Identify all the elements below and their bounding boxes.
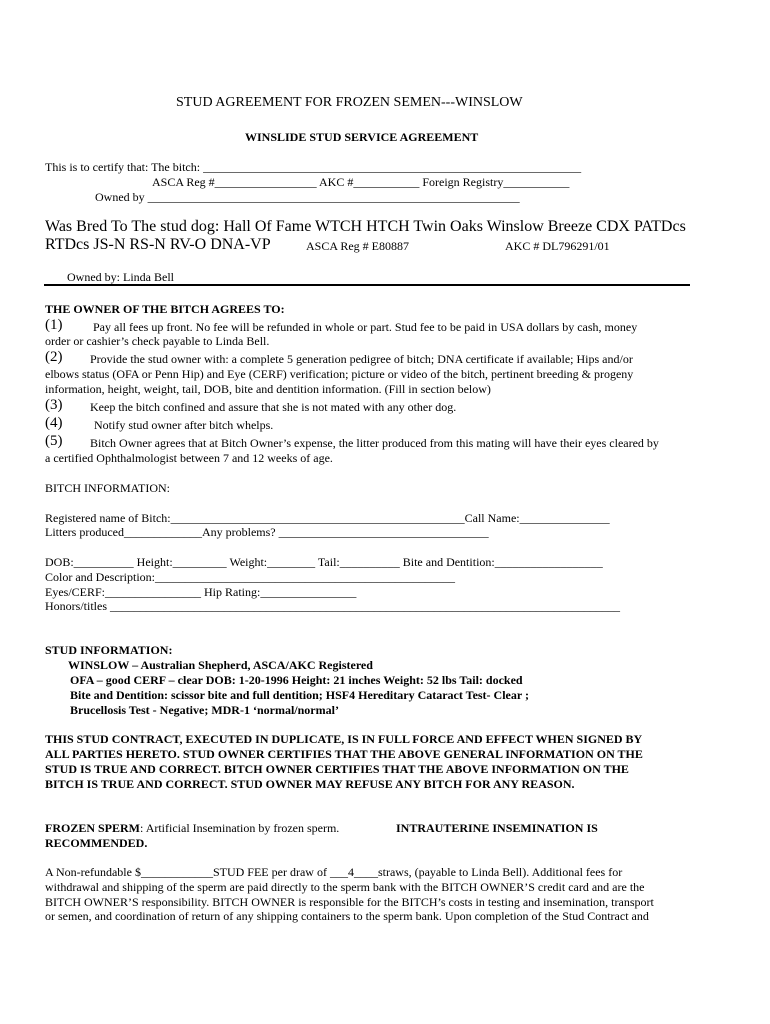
agree-item-text: Pay all fees up front. No fee will be refunded in whole or part. Stud fee to be paid in USA dollars by cash, money	[93, 320, 638, 334]
stud-owner: Owned by: Linda Bell	[67, 270, 174, 284]
frozen-recommend-cont: RECOMMENDED.	[45, 836, 148, 850]
bitch-info-heading: BITCH INFORMATION:	[45, 481, 171, 495]
agree-item-number: (2)	[45, 349, 63, 365]
contract-text: BITCH IS TRUE AND CORRECT. STUD OWNER MAY REFUSE ANY BITCH FOR ANY REASON.	[45, 777, 575, 791]
stud-info-line: Bite and Dentition: scissor bite and full dentition; HSF4 Hereditary Cataract Test- Clear ;	[70, 688, 529, 702]
bitch-honors-field[interactable]: Honors/titles _____________________________________________________________________________________	[45, 599, 620, 613]
certify-registry-line: ASCA Reg #_________________ AKC #___________ Foreign Registry___________	[152, 175, 570, 189]
document-title: STUD AGREEMENT FOR FROZEN SEMEN---WINSLOW	[176, 95, 523, 110]
agree-item-number: (5)	[45, 433, 63, 449]
certify-owner-line: Owned by ______________________________________________________________	[95, 190, 520, 204]
bitch-eyes-field[interactable]: Eyes/CERF:________________ Hip Rating:________________	[45, 585, 357, 599]
frozen-sperm-line	[45, 821, 339, 835]
agree-item-number: (1)	[45, 317, 63, 333]
agree-item-text: Notify stud owner after bitch whelps.	[94, 418, 274, 432]
document-subtitle: WINSLIDE STUD SERVICE AGREEMENT	[245, 130, 479, 144]
contract-text: THIS STUD CONTRACT, EXECUTED IN DUPLICATE, IS IN FULL FORCE AND EFFECT WHEN SIGNED BY	[45, 732, 643, 746]
fee-text: A Non-refundable $____________STUD FEE per draw of ___4____straws, (payable to Linda Bell). Additional fees for	[45, 865, 623, 879]
bitch-color-field[interactable]: Color and Description:__________________________________________________	[45, 570, 455, 584]
stud-info-line: Brucellosis Test - Negative; MDR-1 ‘normal/normal’	[70, 703, 339, 717]
bitch-litters-field[interactable]: Litters produced_____________Any problems? ___________________________________	[45, 525, 489, 539]
stud-akc-number: AKC # DL796291/01	[505, 239, 610, 253]
fee-text: withdrawal and shipping of the sperm are paid directly to the sperm bank with the BITCH OWNER’S credit card and are the	[45, 880, 645, 894]
agree-item-text: a certified Ophthalmologist between 7 and 12 weeks of age.	[45, 451, 333, 465]
agree-item-text: Provide the stud owner with: a complete 5 generation pedigree of bitch; DNA certificate if available; Hips and/or	[90, 352, 633, 366]
fee-text: BITCH OWNER’S responsibility. BITCH OWNER is responsible for the BITCH’s costs in testing and insemination, transport	[45, 895, 654, 909]
stud-dog-line-1: Was Bred To The stud dog: Hall Of Fame WTCH HTCH Twin Oaks Winslow Breeze CDX PATDcs	[45, 218, 686, 235]
agree-item-text: Keep the bitch confined and assure that she is not mated with any other dog.	[90, 400, 457, 414]
agrees-heading: THE OWNER OF THE BITCH AGREES TO:	[45, 302, 285, 316]
bitch-dob-field[interactable]: DOB:__________ Height:_________ Weight:________ Tail:__________ Bite and Dentition:__________________	[45, 555, 603, 569]
stud-info-line: WINSLOW – Australian Shepherd, ASCA/AKC Registered	[68, 658, 373, 672]
stud-info-heading: STUD INFORMATION:	[45, 643, 173, 657]
certify-bitch-line: This is to certify that: The bitch: _______________________________________________________________	[45, 160, 582, 174]
section-divider	[44, 284, 690, 286]
fee-text: or semen, and coordination of return of any shipping containers to the sperm bank. Upon completion of the Stud Contract and	[45, 909, 649, 923]
bitch-registered-name-field[interactable]: Registered name of Bitch:_________________________________________________Call Name:_______________	[45, 511, 610, 525]
frozen-recommend: INTRAUTERINE INSEMINATION IS	[396, 821, 598, 835]
agree-item-number: (4)	[45, 415, 63, 431]
contract-text: STUD IS TRUE AND CORRECT. BITCH OWNER CERTIFIES THAT THE ABOVE INFORMATION ON THE	[45, 762, 629, 776]
stud-asca-reg: ASCA Reg # E80887	[306, 239, 410, 253]
agree-item-number: (3)	[45, 397, 63, 413]
agree-item-text: order or cashier’s check payable to Linda Bell.	[45, 334, 270, 348]
frozen-sperm-text: : Artificial Insemination by frozen sperm.	[140, 821, 340, 835]
contract-text: ALL PARTIES HERETO. STUD OWNER CERTIFIES THAT THE ABOVE GENERAL INFORMATION ON THE	[45, 747, 643, 761]
agree-item-text: Bitch Owner agrees that at Bitch Owner’s expense, the litter produced from this mating will have their eyes cleared by	[90, 436, 659, 450]
frozen-sperm-label: FROZEN SPERM	[45, 821, 141, 835]
stud-info-line: OFA – good CERF – clear DOB: 1-20-1996 Height: 21 inches Weight: 52 lbs Tail: docked	[70, 673, 523, 687]
agree-item-text: information, height, weight, tail, DOB, bite and dentition information. (Fill in section below)	[45, 382, 491, 396]
stud-dog-line-2: RTDcs JS-N RS-N RV-O DNA-VP	[45, 236, 271, 253]
agree-item-text: elbows status (OFA or Penn Hip) and Eye (CERF) verification; picture or video of the bitch, pertinent breeding & progeny	[45, 367, 634, 381]
